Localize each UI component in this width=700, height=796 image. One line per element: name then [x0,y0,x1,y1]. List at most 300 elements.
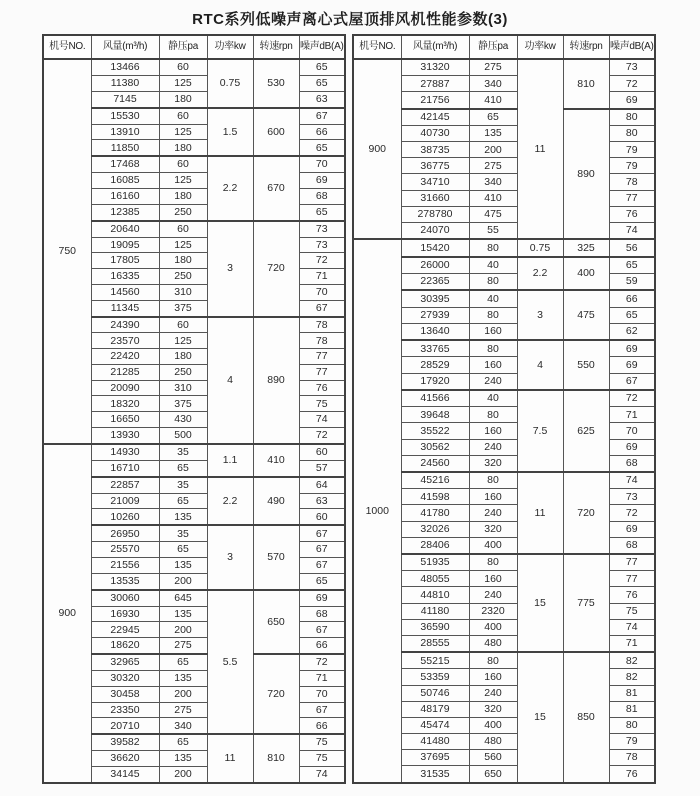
column-header: 转速rpn [563,35,609,59]
static-pressure-cell: 60 [159,108,207,124]
speed-cell: 490 [253,477,299,526]
static-pressure-cell: 400 [469,619,517,635]
speed-cell: 410 [253,444,299,477]
noise-cell: 82 [609,652,655,669]
noise-cell: 69 [609,521,655,537]
static-pressure-cell: 320 [469,521,517,537]
airflow-cell: 13535 [91,573,159,589]
static-pressure-cell: 275 [469,59,517,76]
noise-cell: 72 [609,76,655,92]
static-pressure-cell: 180 [159,91,207,107]
airflow-cell: 13930 [91,427,159,443]
noise-cell: 79 [609,733,655,749]
static-pressure-cell: 240 [469,685,517,701]
noise-cell: 75 [299,734,345,750]
speed-cell: 570 [253,525,299,589]
static-pressure-cell: 340 [469,76,517,92]
airflow-cell: 25570 [91,542,159,558]
airflow-cell: 32026 [401,521,469,537]
noise-cell: 66 [609,290,655,307]
airflow-cell: 21556 [91,558,159,574]
power-cell: 5.5 [207,590,253,735]
column-header: 机号NO. [353,35,401,59]
header-row [43,35,345,59]
noise-cell: 65 [299,59,345,75]
noise-cell: 80 [609,717,655,733]
airflow-cell: 28555 [401,635,469,652]
airflow-cell: 28529 [401,357,469,373]
static-pressure-cell: 160 [469,489,517,505]
static-pressure-cell: 340 [469,174,517,190]
static-pressure-cell: 430 [159,412,207,428]
speed-cell: 400 [563,257,609,291]
speed-cell: 625 [563,390,609,472]
model-no-cell: 900 [43,444,91,783]
airflow-cell: 41480 [401,733,469,749]
airflow-cell: 7145 [91,91,159,107]
noise-cell: 66 [299,718,345,734]
airflow-cell: 36590 [401,619,469,635]
airflow-cell: 21285 [91,364,159,380]
static-pressure-cell: 40 [469,257,517,274]
static-pressure-cell: 250 [159,269,207,285]
noise-cell: 77 [609,554,655,571]
power-cell: 3 [207,525,253,589]
table-row [353,239,655,257]
airflow-cell: 16160 [91,188,159,204]
airflow-cell: 16085 [91,173,159,189]
noise-cell: 71 [299,671,345,687]
static-pressure-cell: 410 [469,92,517,109]
noise-cell: 65 [609,307,655,323]
noise-cell: 79 [609,142,655,158]
speed-cell: 775 [563,554,609,652]
noise-cell: 67 [299,622,345,638]
static-pressure-cell: 35 [159,477,207,493]
power-cell: 15 [517,652,563,783]
static-pressure-cell: 80 [469,239,517,257]
airflow-cell: 13910 [91,124,159,140]
noise-cell: 72 [609,390,655,407]
airflow-cell: 30395 [401,290,469,307]
noise-cell: 75 [299,751,345,767]
static-pressure-cell: 80 [469,274,517,291]
airflow-cell: 11380 [91,75,159,91]
airflow-cell: 37695 [401,750,469,766]
airflow-cell: 36620 [91,751,159,767]
noise-cell: 72 [299,427,345,443]
airflow-cell: 15420 [401,239,469,257]
static-pressure-cell: 410 [469,190,517,206]
airflow-cell: 18620 [91,638,159,654]
noise-cell: 73 [299,221,345,237]
airflow-cell: 14560 [91,284,159,300]
static-pressure-cell: 375 [159,300,207,316]
static-pressure-cell: 240 [469,373,517,390]
static-pressure-cell: 480 [469,635,517,652]
noise-cell: 80 [609,126,655,142]
noise-cell: 69 [299,173,345,189]
noise-cell: 68 [299,188,345,204]
static-pressure-cell: 400 [469,537,517,554]
noise-cell: 73 [609,59,655,76]
static-pressure-cell: 180 [159,188,207,204]
airflow-cell: 31660 [401,190,469,206]
static-pressure-cell: 125 [159,173,207,189]
airflow-cell: 13466 [91,59,159,75]
static-pressure-cell: 240 [469,587,517,603]
model-no-cell: 1000 [353,239,401,783]
noise-cell: 63 [299,493,345,509]
table-row [43,444,345,460]
static-pressure-cell: 200 [159,573,207,589]
airflow-cell: 31535 [401,766,469,783]
airflow-cell: 30320 [91,671,159,687]
static-pressure-cell: 240 [469,439,517,455]
noise-cell: 70 [299,156,345,172]
noise-cell: 68 [609,537,655,554]
static-pressure-cell: 65 [469,109,517,126]
noise-cell: 60 [299,509,345,525]
static-pressure-cell: 35 [159,525,207,541]
speed-cell: 810 [563,59,609,109]
airflow-cell: 21009 [91,493,159,509]
noise-cell: 70 [299,284,345,300]
static-pressure-cell: 240 [469,505,517,521]
airflow-cell: 45216 [401,472,469,489]
noise-cell: 68 [609,455,655,472]
airflow-cell: 20710 [91,718,159,734]
noise-cell: 70 [609,423,655,439]
static-pressure-cell: 135 [469,126,517,142]
noise-cell: 69 [299,590,345,606]
noise-cell: 71 [299,269,345,285]
static-pressure-cell: 310 [159,380,207,396]
noise-cell: 74 [609,619,655,635]
airflow-cell: 22945 [91,622,159,638]
airflow-cell: 27939 [401,307,469,323]
speed-cell: 720 [563,472,609,554]
noise-cell: 56 [609,239,655,257]
static-pressure-cell: 275 [159,638,207,654]
airflow-cell: 11345 [91,300,159,316]
noise-cell: 57 [299,460,345,476]
noise-cell: 69 [609,340,655,357]
noise-cell: 60 [299,444,345,460]
noise-cell: 69 [609,92,655,109]
static-pressure-cell: 65 [159,654,207,670]
noise-cell: 63 [299,91,345,107]
static-pressure-cell: 135 [159,509,207,525]
airflow-cell: 34145 [91,766,159,783]
airflow-cell: 41780 [401,505,469,521]
airflow-cell: 30562 [401,439,469,455]
static-pressure-cell: 80 [469,407,517,423]
performance-table-left [42,34,346,784]
power-cell: 0.75 [207,59,253,108]
noise-cell: 71 [609,407,655,423]
noise-cell: 75 [609,603,655,619]
speed-cell: 600 [253,108,299,157]
airflow-cell: 23350 [91,702,159,718]
column-header: 风量(m³/h) [401,35,469,59]
airflow-cell: 30060 [91,590,159,606]
column-header: 机号NO. [43,35,91,59]
model-no-cell: 900 [353,59,401,239]
airflow-cell: 50746 [401,685,469,701]
speed-cell: 850 [563,652,609,783]
static-pressure-cell: 2320 [469,603,517,619]
airflow-cell: 39582 [91,734,159,750]
speed-cell: 810 [253,734,299,783]
speed-cell: 325 [563,239,609,257]
power-cell: 1.5 [207,108,253,157]
noise-cell: 69 [609,357,655,373]
airflow-cell: 22420 [91,349,159,365]
static-pressure-cell: 135 [159,751,207,767]
static-pressure-cell: 200 [159,622,207,638]
airflow-cell: 30458 [91,686,159,702]
static-pressure-cell: 160 [469,357,517,373]
power-cell: 4 [207,317,253,444]
airflow-cell: 15530 [91,108,159,124]
airflow-cell: 14930 [91,444,159,460]
noise-cell: 81 [609,701,655,717]
airflow-cell: 26000 [401,257,469,274]
column-header: 转速rpn [253,35,299,59]
airflow-cell: 13640 [401,323,469,340]
static-pressure-cell: 125 [159,124,207,140]
airflow-cell: 48179 [401,701,469,717]
airflow-cell: 24560 [401,455,469,472]
noise-cell: 78 [609,750,655,766]
power-cell: 11 [207,734,253,783]
column-header: 风量(m³/h) [91,35,159,59]
static-pressure-cell: 320 [469,701,517,717]
airflow-cell: 41180 [401,603,469,619]
noise-cell: 74 [299,412,345,428]
static-pressure-cell: 200 [469,142,517,158]
noise-cell: 69 [609,439,655,455]
static-pressure-cell: 55 [469,222,517,239]
column-header: 静压pa [469,35,517,59]
airflow-cell: 17920 [401,373,469,390]
static-pressure-cell: 135 [159,606,207,622]
column-header: 功率kw [207,35,253,59]
noise-cell: 65 [299,573,345,589]
speed-cell: 550 [563,340,609,390]
noise-cell: 67 [299,300,345,316]
static-pressure-cell: 400 [469,717,517,733]
airflow-cell: 18320 [91,396,159,412]
airflow-cell: 31320 [401,59,469,76]
noise-cell: 73 [609,489,655,505]
airflow-cell: 51935 [401,554,469,571]
noise-cell: 67 [299,558,345,574]
power-cell: 15 [517,554,563,652]
airflow-cell: 27887 [401,76,469,92]
power-cell: 1.1 [207,444,253,477]
noise-cell: 66 [299,638,345,654]
airflow-cell: 44810 [401,587,469,603]
airflow-cell: 16930 [91,606,159,622]
noise-cell: 65 [609,257,655,274]
model-no-cell: 750 [43,59,91,444]
speed-cell: 670 [253,156,299,220]
airflow-cell: 17468 [91,156,159,172]
static-pressure-cell: 35 [159,444,207,460]
static-pressure-cell: 80 [469,652,517,669]
page-title: RTC系列低噪声离心式屋顶排风机性能参数(3) [192,11,508,28]
airflow-cell: 24390 [91,317,159,333]
airflow-cell: 23570 [91,333,159,349]
static-pressure-cell: 135 [159,671,207,687]
speed-cell: 650 [253,590,299,654]
power-cell: 11 [517,472,563,554]
noise-cell: 62 [609,323,655,340]
noise-cell: 70 [299,686,345,702]
noise-cell: 71 [609,635,655,652]
static-pressure-cell: 65 [159,493,207,509]
power-cell: 2.2 [207,477,253,526]
noise-cell: 67 [299,542,345,558]
static-pressure-cell: 80 [469,472,517,489]
airflow-cell: 10260 [91,509,159,525]
static-pressure-cell: 160 [469,423,517,439]
noise-cell: 75 [299,396,345,412]
power-cell: 4 [517,340,563,390]
airflow-cell: 34710 [401,174,469,190]
speed-cell: 530 [253,59,299,108]
noise-cell: 65 [299,75,345,91]
speed-cell: 890 [253,317,299,444]
noise-cell: 77 [299,364,345,380]
power-cell: 11 [517,59,563,239]
airflow-cell: 22857 [91,477,159,493]
airflow-cell: 20640 [91,221,159,237]
airflow-cell: 278780 [401,206,469,222]
speed-cell: 890 [563,109,609,239]
noise-cell: 81 [609,685,655,701]
speed-cell: 475 [563,290,609,340]
airflow-cell: 40730 [401,126,469,142]
noise-cell: 74 [299,766,345,783]
static-pressure-cell: 65 [159,460,207,476]
static-pressure-cell: 180 [159,253,207,269]
static-pressure-cell: 650 [469,766,517,783]
performance-table-right [352,34,656,784]
airflow-cell: 39648 [401,407,469,423]
airflow-cell: 41598 [401,489,469,505]
noise-cell: 77 [609,571,655,587]
noise-cell: 65 [299,204,345,220]
static-pressure-cell: 65 [159,734,207,750]
noise-cell: 76 [299,380,345,396]
static-pressure-cell: 160 [469,571,517,587]
static-pressure-cell: 275 [159,702,207,718]
static-pressure-cell: 340 [159,718,207,734]
noise-cell: 82 [609,669,655,685]
noise-cell: 72 [299,654,345,670]
airflow-cell: 24070 [401,222,469,239]
column-header: 噪声dB(A) [609,35,655,59]
static-pressure-cell: 125 [159,75,207,91]
noise-cell: 74 [609,222,655,239]
table-row [353,59,655,76]
airflow-cell: 16710 [91,460,159,476]
column-header: 功率kw [517,35,563,59]
noise-cell: 78 [299,333,345,349]
airflow-cell: 20090 [91,380,159,396]
static-pressure-cell: 60 [159,221,207,237]
airflow-cell: 17805 [91,253,159,269]
airflow-cell: 41566 [401,390,469,407]
noise-cell: 73 [299,237,345,253]
static-pressure-cell: 125 [159,333,207,349]
noise-cell: 72 [299,253,345,269]
noise-cell: 74 [609,472,655,489]
static-pressure-cell: 160 [469,669,517,685]
static-pressure-cell: 480 [469,733,517,749]
static-pressure-cell: 80 [469,340,517,357]
airflow-cell: 38735 [401,142,469,158]
airflow-cell: 55215 [401,652,469,669]
static-pressure-cell: 160 [469,323,517,340]
noise-cell: 59 [609,274,655,291]
noise-cell: 76 [609,766,655,783]
column-header: 静压pa [159,35,207,59]
airflow-cell: 16335 [91,269,159,285]
airflow-cell: 42145 [401,109,469,126]
static-pressure-cell: 40 [469,390,517,407]
noise-cell: 66 [299,124,345,140]
static-pressure-cell: 250 [159,204,207,220]
static-pressure-cell: 320 [469,455,517,472]
static-pressure-cell: 180 [159,349,207,365]
noise-cell: 77 [299,349,345,365]
airflow-cell: 33765 [401,340,469,357]
column-header: 噪声dB(A) [299,35,345,59]
airflow-cell: 21756 [401,92,469,109]
static-pressure-cell: 135 [159,558,207,574]
noise-cell: 67 [299,108,345,124]
noise-cell: 72 [609,505,655,521]
airflow-cell: 35522 [401,423,469,439]
static-pressure-cell: 250 [159,364,207,380]
header-row [353,35,655,59]
power-cell: 2.2 [207,156,253,220]
noise-cell: 76 [609,587,655,603]
airflow-cell: 32965 [91,654,159,670]
static-pressure-cell: 80 [469,307,517,323]
noise-cell: 78 [609,174,655,190]
noise-cell: 68 [299,606,345,622]
static-pressure-cell: 65 [159,542,207,558]
noise-cell: 77 [609,190,655,206]
table-row [43,59,345,75]
power-cell: 3 [207,221,253,317]
airflow-cell: 36775 [401,158,469,174]
static-pressure-cell: 200 [159,766,207,783]
power-cell: 0.75 [517,239,563,257]
airflow-cell: 53359 [401,669,469,685]
power-cell: 3 [517,290,563,340]
static-pressure-cell: 60 [159,156,207,172]
static-pressure-cell: 60 [159,317,207,333]
static-pressure-cell: 375 [159,396,207,412]
noise-cell: 76 [609,206,655,222]
power-cell: 2.2 [517,257,563,291]
